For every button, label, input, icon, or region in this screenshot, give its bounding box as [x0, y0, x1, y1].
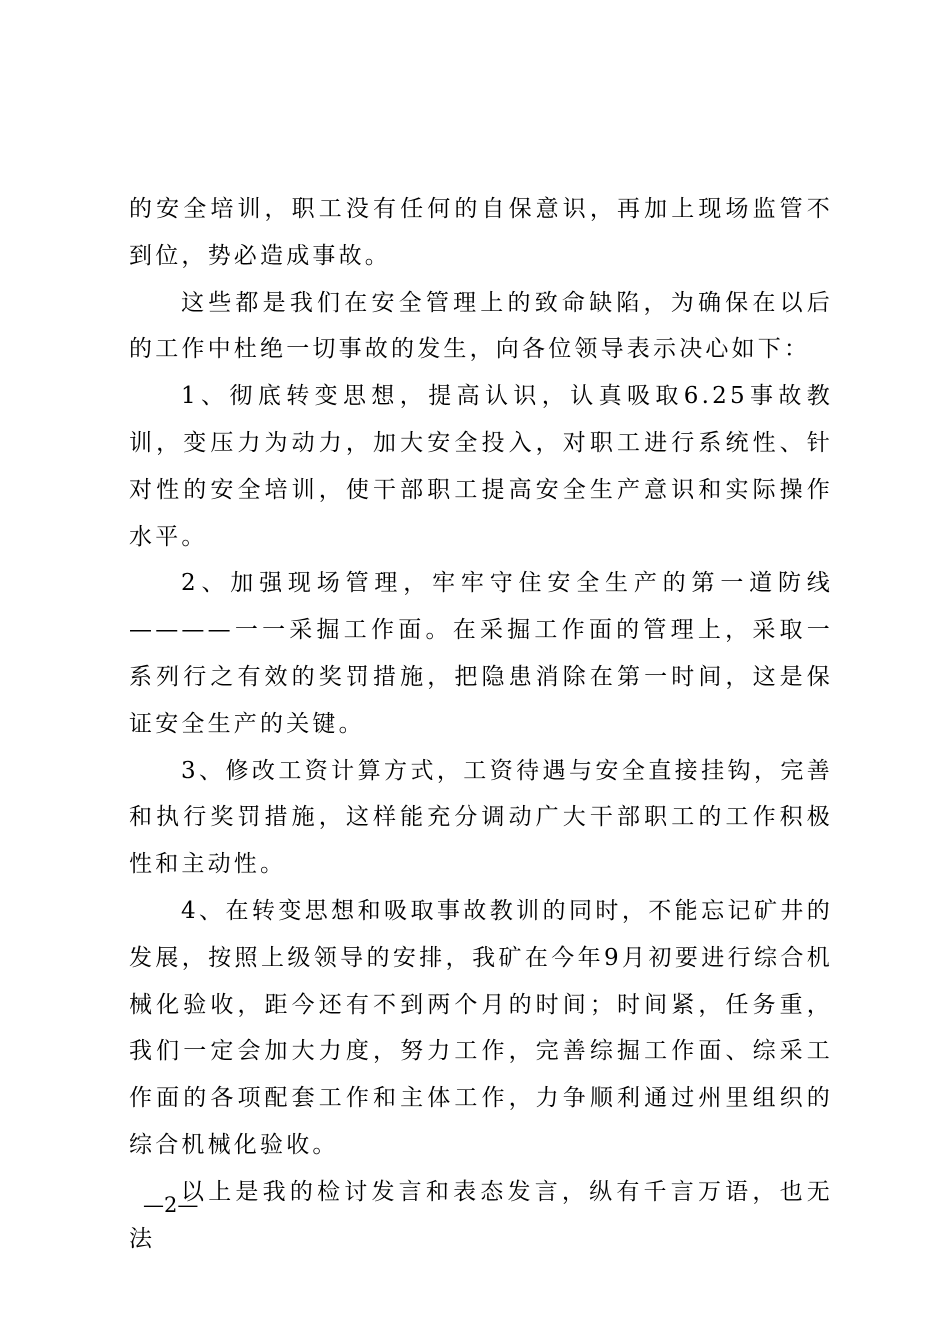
paragraph-item-2: 2、加强现场管理，牢牢守住安全生产的第一道防线————一一采掘工作面。在采掘工作面的管理上，采取一系列行之有效的奖罚措施，把隐患消除在第一时间，这是保证安全生产的关键。: [129, 570, 833, 737]
page-number: —2—: [143, 1193, 199, 1217]
paragraph-item-1: 1、彻底转变思想，提高认识，认真吸取6.25事故教训，变压力为动力，加大安全投入，对职工进行系统性、针对性的安全培训，使干部职工提高安全生产意识和实际操作水平。: [129, 383, 833, 550]
document-body: [129, 186, 833, 1262]
paragraph-continuation: 的安全培训，职工没有任何的自保意识，再加上现场监管不到位，势必造成事故。: [129, 196, 833, 269]
paragraph-summary: 这些都是我们在安全管理上的致命缺陷，为确保在以后的工作中杜绝一切事故的发生，向各位领导表示决心如下：: [129, 289, 833, 363]
paragraph-item-3: 3、修改工资计算方式，工资待遇与安全直接挂钩，完善和执行奖罚措施，这样能充分调动广大干部职工的工作积极性和主动性。: [129, 757, 833, 878]
paragraph-closing: 以上是我的检讨发言和表态发言，纵有千言万语，也无法: [129, 1178, 833, 1252]
paragraph-item-4: 4、在转变思想和吸取事故教训的同时，不能忘记矿井的发展，按照上级领导的安排，我矿在今年9月初要进行综合机械化验收，距今还有不到两个月的时间；时间紧，任务重，我们一定会加大力度，努力工作，完善综掘工作面、综采工作面的各项配套工作和主体工作，力争顺利通过州里组织的综合机械化验收。: [129, 897, 833, 1158]
